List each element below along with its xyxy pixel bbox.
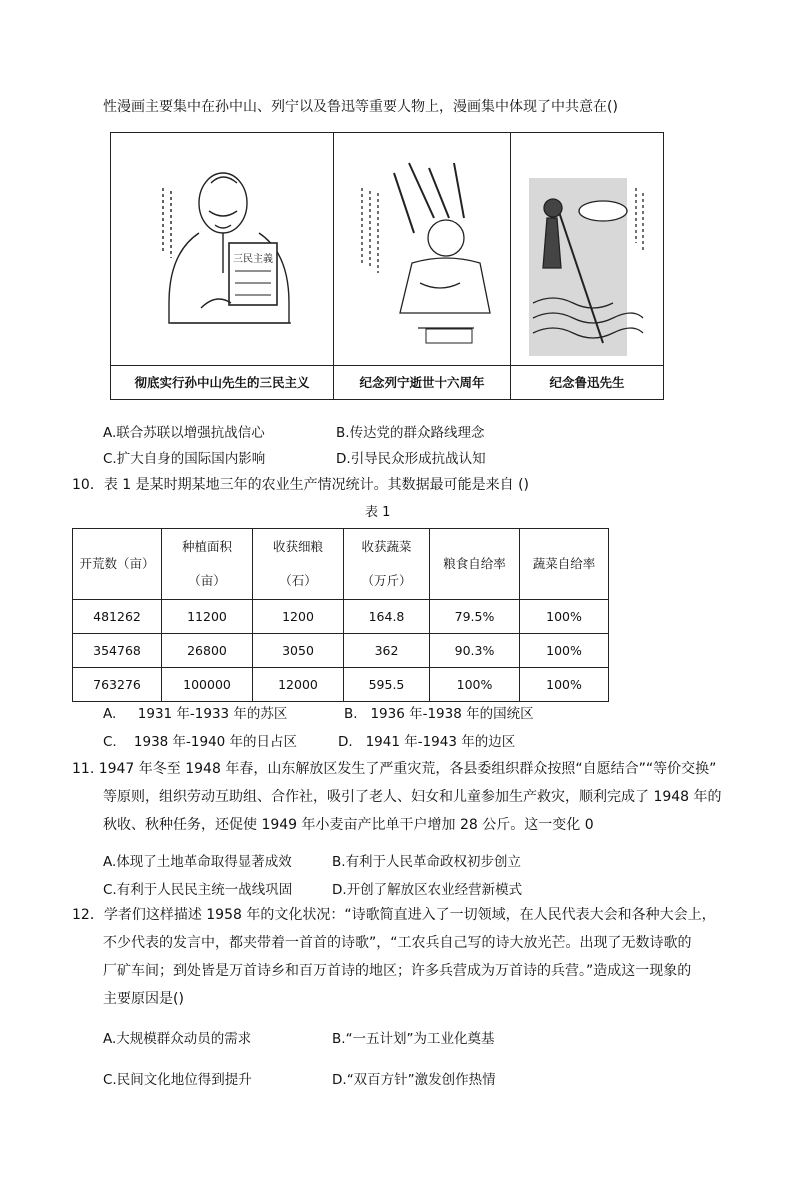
cartoon-sun-yat-sen	[111, 133, 334, 399]
header-cell: 开荒数（亩）	[73, 529, 162, 600]
q11-option-b[interactable]: B.有利于人民革命政权初步创立	[332, 854, 522, 870]
table-cell: 1200	[253, 600, 344, 634]
question-11-line-3: 秋收、秋种任务，还促使 1949 年小麦亩产比单干户增加 28 公斤。这一变化 0	[103, 817, 594, 833]
q12-option-b[interactable]: B.“一五计划”为工业化奠基	[332, 1031, 495, 1047]
question-12-line-2: 不少代表的发言中，都夹带着一首首的诗歌”，“工农兵自己写的诗大放光芒。出现了无数诗歌的	[103, 935, 692, 951]
q10-option-d[interactable]: D. 1941 年-1943 年的边区	[338, 734, 516, 750]
cartoon-figure	[110, 132, 664, 400]
header-cell: 种植面积 （亩）	[162, 529, 253, 600]
production-table	[72, 528, 609, 702]
q9-option-a[interactable]: A.联合苏联以增强抗战信心	[103, 425, 265, 441]
cartoon-lu-xun-image	[511, 133, 663, 366]
header-cell: 收获细粮 （石）	[253, 529, 344, 600]
question-12-line-1: 12．学者们这样描述 1958 年的文化状况：“诗歌简直进入了一切领域，在人民代表大会和各种大会上，	[72, 907, 716, 923]
table-cell: 100%	[520, 600, 609, 634]
cartoon-caption-1: 彻底实行孙中山先生的三民主义	[134, 375, 310, 390]
table-cell: 595.5	[344, 668, 430, 702]
question-11-line-1: 11. 1947 年冬至 1948 年春，山东解放区发生了严重灾荒，各县委组织群众按照“自愿结合”“等价交换”	[72, 761, 717, 777]
table-cell: 481262	[73, 600, 162, 634]
table-row	[73, 668, 609, 702]
q11-option-c[interactable]: C.有利于人民民主统一战线巩固	[103, 882, 293, 898]
table-cell: 100%	[520, 634, 609, 668]
table-row	[73, 634, 609, 668]
table-cell: 100%	[520, 668, 609, 702]
table-cell: 100000	[162, 668, 253, 702]
table-cell: 763276	[73, 668, 162, 702]
q9-option-c[interactable]: C.扩大自身的国际国内影响	[103, 451, 266, 467]
q10-option-b[interactable]: B. 1936 年-1938 年的国统区	[344, 706, 534, 722]
table-cell: 164.8	[344, 600, 430, 634]
q9-option-d[interactable]: D.引导民众形成抗战认知	[336, 451, 486, 467]
header-cell: 收获蔬菜 （万斤）	[344, 529, 430, 600]
q11-option-d[interactable]: D.开创了解放区农业经营新模式	[332, 882, 523, 898]
q10-option-a[interactable]: A. 1931 年-1933 年的苏区	[103, 706, 288, 722]
q12-option-c[interactable]: C.民间文化地位得到提升	[103, 1072, 252, 1088]
table-cell: 26800	[162, 634, 253, 668]
cartoon-caption-3: 纪念鲁迅先生	[549, 375, 625, 390]
table-cell: 362	[344, 634, 430, 668]
q11-option-a[interactable]: A.体现了土地革命取得显著成效	[103, 854, 292, 870]
cartoon-lenin-image	[334, 133, 510, 366]
q12-option-a[interactable]: A.大规模群众动员的需求	[103, 1031, 252, 1047]
q9-option-b[interactable]: B.传达党的群众路线理念	[336, 425, 485, 441]
q10-option-c[interactable]: C. 1938 年-1940 年的日占区	[103, 734, 298, 750]
cartoon-caption-2: 纪念列宁逝世十六周年	[359, 375, 485, 390]
table-cell: 100%	[430, 668, 520, 702]
cartoon-sun-yat-sen-image	[111, 133, 333, 366]
table-header-row	[73, 529, 609, 600]
question-9-stem: 性漫画主要集中在孙中山、列宁以及鲁迅等重要人物上，漫画集中体现了中共意在()	[103, 99, 618, 115]
table-cell: 12000	[253, 668, 344, 702]
table-title: 表 1	[365, 505, 391, 520]
cartoon-lenin	[334, 133, 511, 399]
header-cell: 粮食自给率	[430, 529, 520, 600]
table-cell: 3050	[253, 634, 344, 668]
cartoon-lu-xun	[511, 133, 663, 399]
table-cell: 11200	[162, 600, 253, 634]
table-cell: 354768	[73, 634, 162, 668]
table-cell: 90.3%	[430, 634, 520, 668]
table-cell: 79.5%	[430, 600, 520, 634]
question-12-line-4: 主要原因是()	[103, 991, 184, 1007]
q12-option-d[interactable]: D.“双百方针”激发创作热情	[332, 1072, 496, 1088]
cartoon-sign-text: 三民主義	[233, 254, 273, 265]
question-11-line-2: 等原则，组织劳动互助组、合作社，吸引了老人、妇女和儿童参加生产救灾，顺利完成了 1948 年的	[103, 789, 722, 805]
question-12-line-3: 厂矿车间；到处皆是万首诗乡和百万首诗的地区；许多兵营成为万首诗的兵营。”造成这一现象的	[103, 963, 692, 979]
table-row	[73, 600, 609, 634]
question-10-stem: 10．表 1 是某时期某地三年的农业生产情况统计。其数据最可能是来自 ()	[72, 477, 529, 493]
header-cell: 蔬菜自给率	[520, 529, 609, 600]
